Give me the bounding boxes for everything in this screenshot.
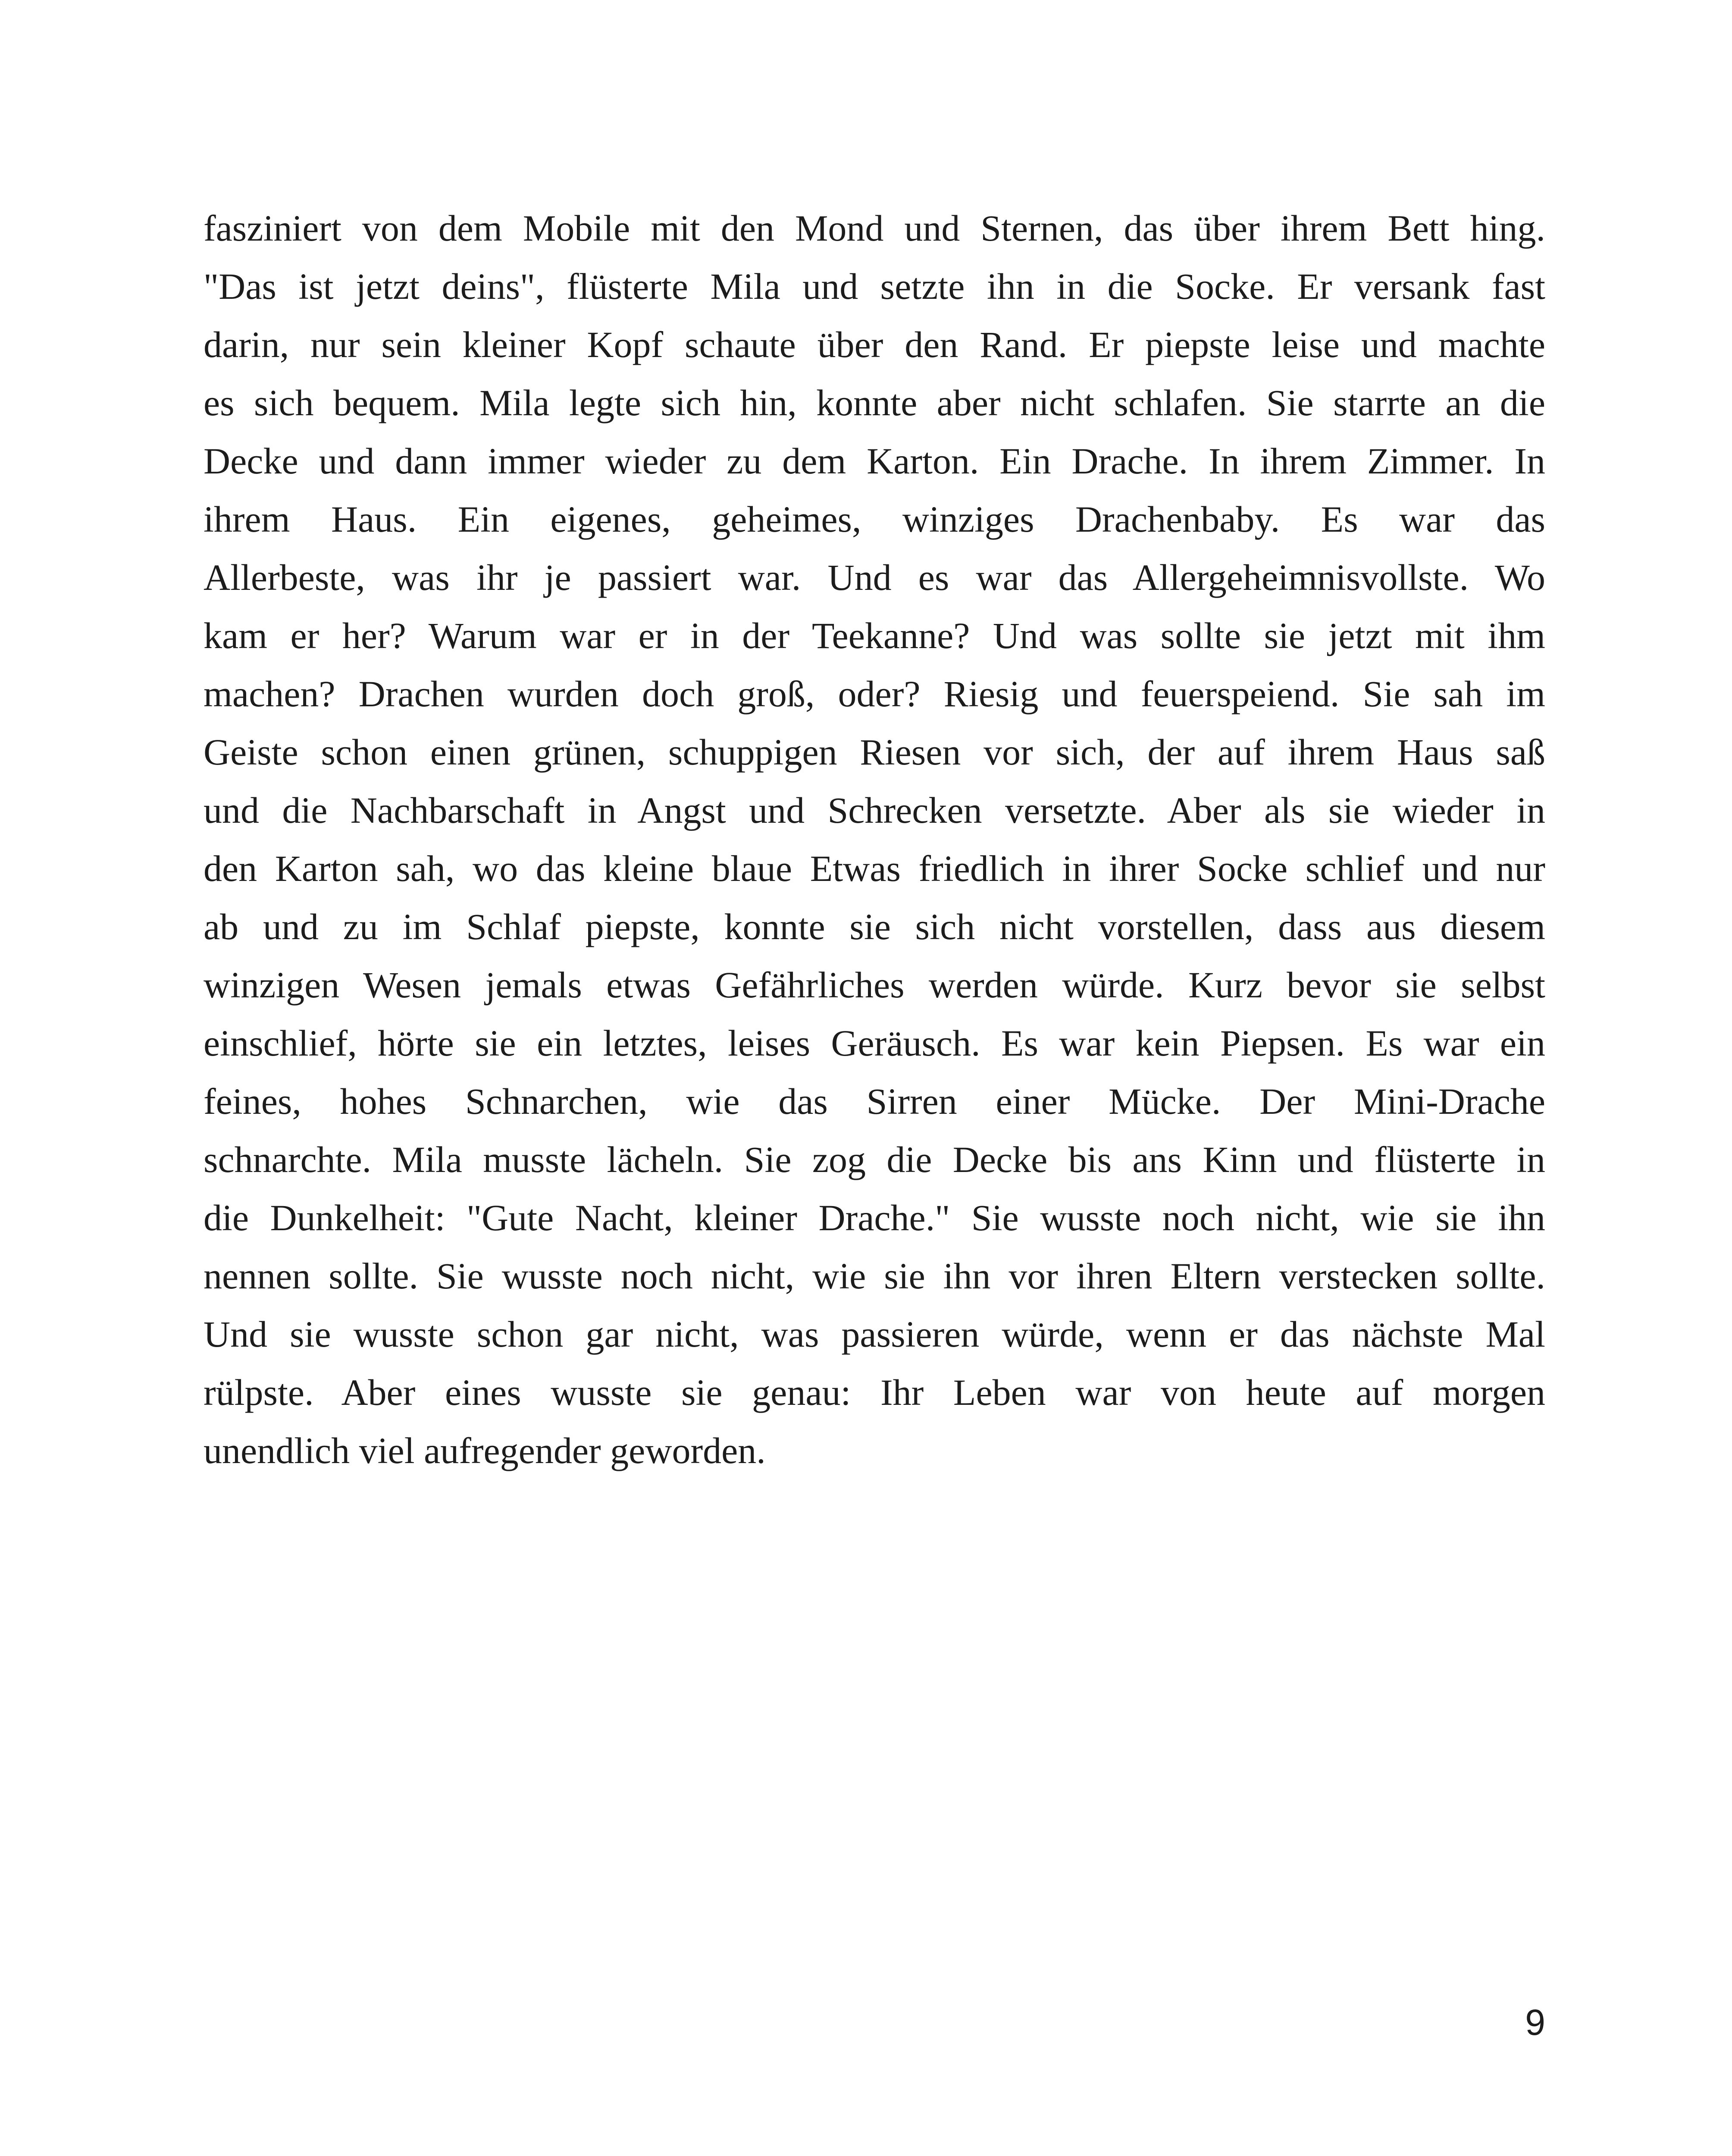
text-line: ab und zu im Schlaf piepste, konnte sie sich nicht vorstellen, dass aus diesem — [204, 906, 1545, 947]
text-line: Geiste schon einen grünen, schuppigen Riesen vor sich, der auf ihrem Haus saß — [204, 731, 1545, 773]
text-line: ihrem Haus. Ein eigenes, geheimes, winziges Drachenbaby. Es war das — [204, 498, 1545, 540]
text-line: kam er her? Warum war er in der Teekanne? Und was sollte sie jetzt mit ihm — [204, 615, 1545, 656]
text-line: nennen sollte. Sie wusste noch nicht, wie sie ihn vor ihren Eltern verstecken sollte. — [204, 1255, 1545, 1297]
text-line: den Karton sah, wo das kleine blaue Etwas friedlich in ihrer Socke schlief und nur — [204, 848, 1545, 889]
text-line: winzigen Wesen jemals etwas Gefährliches werden würde. Kurz bevor sie selbst — [204, 964, 1545, 1006]
text-line: einschlief, hörte sie ein letztes, leises Geräusch. Es war kein Piepsen. Es war ein — [204, 1022, 1545, 1064]
text-line: die Dunkelheit: "Gute Nacht, kleiner Drache." Sie wusste noch nicht, wie sie ihn — [204, 1197, 1545, 1238]
text-line: Allerbeste, was ihr je passiert war. Und es war das Allergeheimnisvollste. Wo — [204, 557, 1545, 598]
text-line: Decke und dann immer wieder zu dem Karton. Ein Drache. In ihrem Zimmer. In — [204, 440, 1545, 482]
text-line: Und sie wusste schon gar nicht, was passieren würde, wenn er das nächste Mal — [204, 1313, 1545, 1355]
page-number: 9 — [1525, 2002, 1545, 2043]
text-line: und die Nachbarschaft in Angst und Schrecken versetzte. Aber als sie wieder in — [204, 790, 1545, 831]
text-line-last: unendlich viel aufregender geworden. — [204, 1430, 766, 1471]
text-line: es sich bequem. Mila legte sich hin, konnte aber nicht schlafen. Sie starrte an die — [204, 382, 1545, 423]
text-line: feines, hohes Schnarchen, wie das Sirren einer Mücke. Der Mini-Drache — [204, 1081, 1545, 1122]
text-line: fasziniert von dem Mobile mit den Mond und Sternen, das über ihrem Bett hing. — [204, 207, 1545, 249]
text-line: darin, nur sein kleiner Kopf schaute über den Rand. Er piepste leise und machte — [204, 324, 1545, 365]
text-line: machen? Drachen wurden doch groß, oder? Riesig und feuerspeiend. Sie sah im — [204, 673, 1545, 714]
text-line: rülpste. Aber eines wusste sie genau: Ihr Leben war von heute auf morgen — [204, 1372, 1545, 1413]
text-line: schnarchte. Mila musste lächeln. Sie zog die Decke bis ans Kinn und flüsterte in — [204, 1139, 1545, 1180]
body-paragraph — [204, 199, 1545, 1480]
text-line: "Das ist jetzt deins", flüsterte Mila und setzte ihn in die Socke. Er versank fast — [204, 266, 1545, 307]
